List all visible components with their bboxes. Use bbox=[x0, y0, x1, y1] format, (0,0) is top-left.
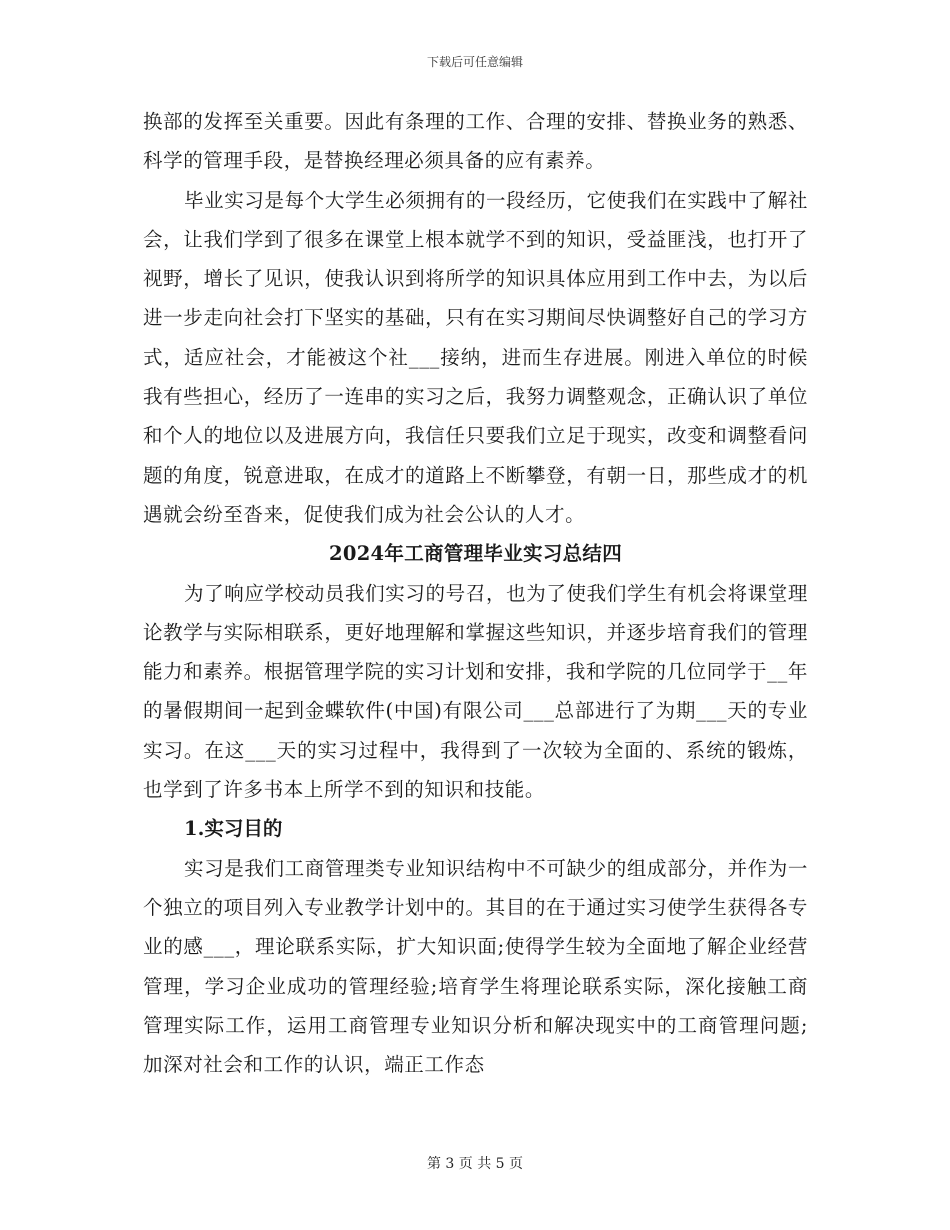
document-body bbox=[143, 102, 808, 1084]
page-header: 下载后可任意编辑 bbox=[426, 55, 523, 69]
paragraph-1: 换部的发挥至关重要。因此有条理的工作、合理的安排、替换业务的熟悉、科学的管理手段，是替换经理必须具备的应有素养。 bbox=[143, 110, 808, 173]
paragraph-3: 为了响应学校动员我们实习的号召，也为了使我们学生有机会将课堂理论教学与实际相联系，更好地理解和掌握这些知识，并逐步培育我们的管理能力和素养。根据管理学院的实习计划和安排，我和学院的几位同学于__年的暑假期间一起到金蝶软件(中国)有限公司___总部进行了为期___天的专业实习。在这___天的实习过程中，我得到了一次较为全面的、系统的锻炼，也学到了许多书本上所学不到的知识和技能。 bbox=[143, 581, 808, 802]
sub-heading: 1.实习目的 bbox=[184, 817, 283, 841]
paragraph-2: 毕业实习是每个大学生必须拥有的一段经历，它使我们在实践中了解社会，让我们学到了很多在课堂上根本就学不到的知识，受益匪浅，也打开了视野，增长了见识，使我认识到将所学的知识具体应用到工作中去，为以后进一步走向社会打下坚实的基础，只有在实习期间尽快调整好自己的学习方式，适应社会，才能被这个社___接纳，进而生存进展。刚进入单位的时候我有些担心，经历了一连串的实习之后，我努力调整观念，正确认识了单位和个人的地位以及进展方向，我信任只要我们立足于现实，改变和调整看问题的角度，锐意进取，在成才的道路上不断攀登，有朝一日，那些成才的机遇就会纷至沓来，促使我们成为社会公认的人才。 bbox=[143, 188, 808, 526]
section-title: 2024年工商管理毕业实习总结四 bbox=[328, 542, 623, 566]
paragraph-4: 实习是我们工商管理类专业知识结构中不可缺少的组成部分，并作为一个独立的项目列入专业教学计划中的。其目的在于通过实习使学生获得各专业的感___，理论联系实际，扩大知识面;使得学生较为全面地了解企业经营管理，学习企业成功的管理经验;培育学生将理论联系实际，深化接触工商管理实际工作，运用工商管理专业知识分析和解决现实中的工商管理问题;加深对社会和工作的认识，端正工作态 bbox=[143, 856, 808, 1077]
page-footer: 第 3 页 共 5 页 bbox=[426, 1156, 524, 1172]
